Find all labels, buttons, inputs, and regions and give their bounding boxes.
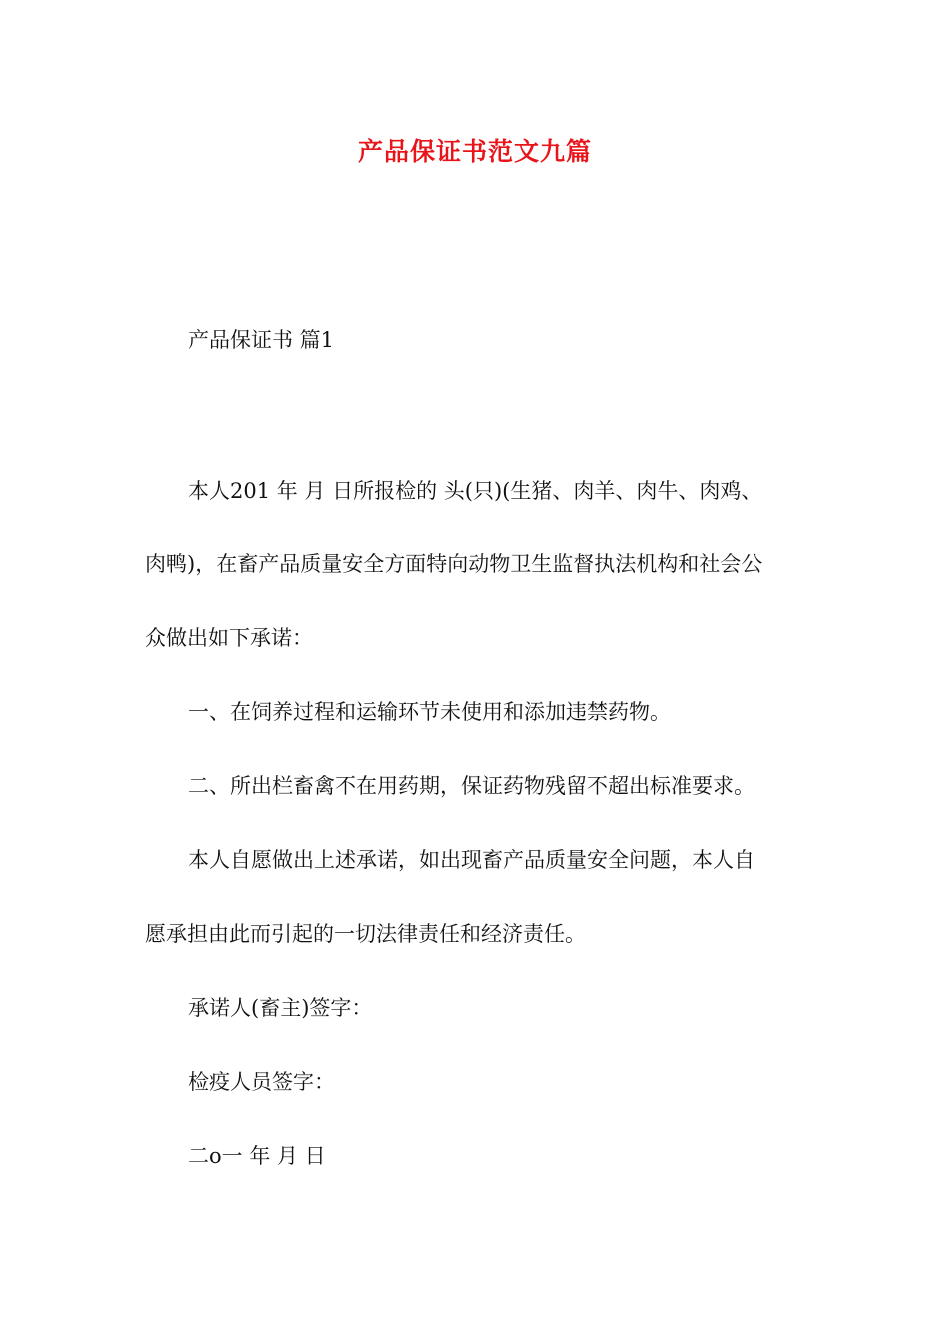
paragraph-2-line-2: 愿承担由此而引起的一切法律责任和经济责任。 xyxy=(145,922,586,946)
paragraph-1-line-3: 众做出如下承诺： xyxy=(145,626,313,650)
commitment-item-2: 二、所出栏畜禽不在用药期，保证药物残留不超出标准要求。 xyxy=(188,774,755,798)
owner-signature-label: 承诺人(畜主)签字： xyxy=(188,996,373,1020)
inspector-signature-label: 检疫人员签字： xyxy=(188,1070,335,1094)
date-line: 二o一 年 月 日 xyxy=(188,1144,326,1168)
paragraph-1-line-2: 肉鸭)，在畜产品质量安全方面特向动物卫生监督执法机构和社会公 xyxy=(145,552,763,576)
document-title: 产品保证书范文九篇 xyxy=(357,137,592,166)
paragraph-1-line-1: 本人201 年 月 日所报检的 头(只)(生猪、肉羊、肉牛、肉鸡、 xyxy=(188,479,763,503)
commitment-item-1: 一、在饲养过程和运输环节未使用和添加违禁药物。 xyxy=(188,700,671,724)
section-heading: 产品保证书 篇1 xyxy=(188,328,335,352)
paragraph-2-line-1: 本人自愿做出上述承诺，如出现畜产品质量安全问题，本人自 xyxy=(188,848,755,872)
